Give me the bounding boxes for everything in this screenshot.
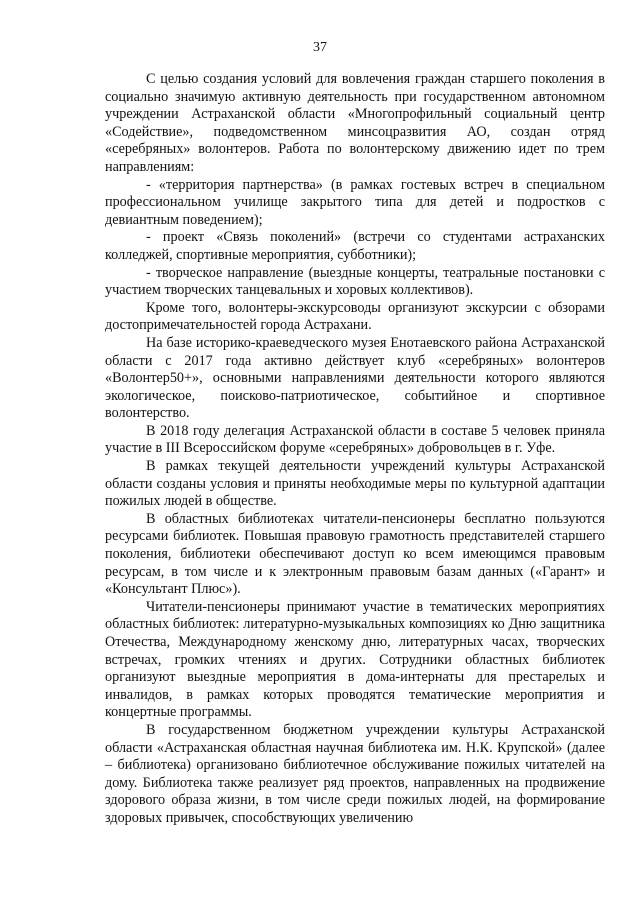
list-item-partnership-territory: - «территория партнерства» (в рамках гостевых встреч в специальном профессиональном училище закрытого типа для детей и подростков с девиантным поведением); <box>105 176 605 228</box>
paragraph-forum-delegation: В 2018 году делегация Астраханской области в составе 5 человек приняла участие в III Всероссийском форуме «серебряных» добровольцев в г. Уфе. <box>105 422 605 457</box>
paragraph-museum-club: На базе историко-краеведческого музея Енотаевского района Астраханской области с 2017 года активно действует клуб «серебряных» волонтеров «Волонтер50+», основными направлениями деятельности которого являются экологическое, поисково-патриотическое, событийное и спортивное волонтерство. <box>105 334 605 422</box>
paragraph-excursions: Кроме того, волонтеры-экскурсоводы организуют экскурсии с обзорами достопримечательностей города Астрахани. <box>105 299 605 334</box>
list-item-creative-direction: - творческое направление (выездные концерты, театральные постановки с участием творческих танцевальных и хоровых коллективов). <box>105 264 605 299</box>
document-body <box>105 71 605 828</box>
paragraph-regional-libraries: В областных библиотеках читатели-пенсионеры бесплатно пользуются ресурсами библиотек. Повышая правовую грамотность представителей старшего поколения, библиотеки обеспечивают доступ ко всем имеющимся правовым ресурсам, в том числе и к электронным правовым базам данных («Гарант» и «Консультант Плюс»). <box>105 510 605 598</box>
paragraph-krupskaya-library: В государственном бюджетном учреждении культуры Астраханской области «Астраханская областная научная библиотека им. Н.К. Крупской» (далее – библиотека) организовано библиотечное обслуживание пожилых читателей на дому. Библиотека также реализует ряд проектов, направленных на продвижение здорового образа жизни, в том числе среди пожилых людей, на формирование здоровых привычек, способствующих увеличению <box>105 721 605 826</box>
paragraph-library-events: Читатели-пенсионеры принимают участие в тематических мероприятиях областных библиотек: литературно-музыкальных композициях ко Дню защитника Отечества, Международному женскому дню, литературных часах, творческих встречах, громких чтениях и других. Сотрудники областных библиотек организуют выездные мероприятия в дома-интернаты для престарелых и инвалидов, в рамках которых проводятся тематические мероприятия и концертные программы. <box>105 598 605 721</box>
page-number: 37 <box>313 40 327 55</box>
paragraph-volunteer-intro: С целью создания условий для вовлечения граждан старшего поколения в социально значимую активную деятельность при государственном автономном учреждении Астраханской области «Многопрофильный социальный центр «Содействие», подведомственном минсоцразвития АО, создан отряд «серебряных» волонтеров. Работа по волонтерскому движению идет по трем направлениям: <box>105 71 605 175</box>
paragraph-culture-institutions: В рамках текущей деятельности учреждений культуры Астраханской области созданы условия и приняты необходимые меры по культурной адаптации пожилых людей в обществе. <box>105 458 605 510</box>
list-item-generations-project: - проект «Связь поколений» (встречи со студентами астраханских колледжей, спортивные мероприятия, субботники); <box>105 229 605 263</box>
